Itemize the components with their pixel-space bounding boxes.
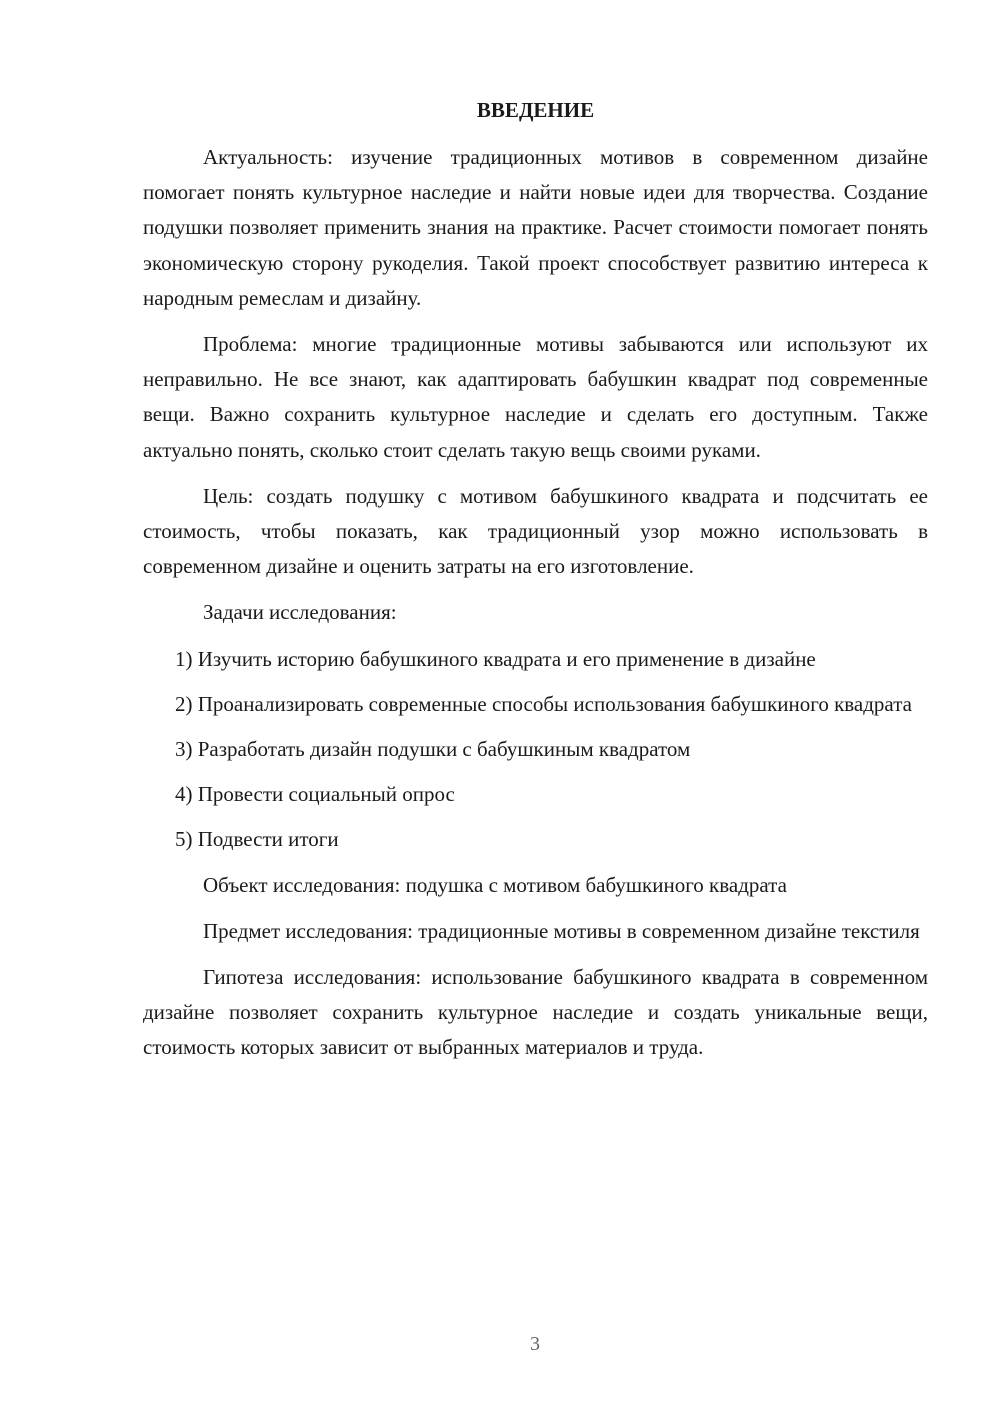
page-number: 3 <box>530 1333 540 1355</box>
list-item: 5) Подвести итоги <box>175 827 339 852</box>
object-paragraph: Объект исследования: подушка с мотивом бабушкиного квадрата <box>203 872 787 897</box>
list-item: 4) Провести социальный опрос <box>175 782 455 807</box>
tasks-list <box>143 642 928 858</box>
goal-paragraph: Цель: создать подушку с мотивом бабушкиного квадрата и подсчитать ее стоимость, чтобы показать, как традиционный узор можно использовать в современном дизайне и оценить затраты на его изготовление. <box>143 483 928 579</box>
problem-paragraph: Проблема: многие традиционные мотивы забываются или используют их неправильно. Не все знают, как адаптировать бабушкин квадрат под современные вещи. Важно сохранить культурное наследие и сделать его доступным. Также актуально понять, сколько стоит сделать такую вещь своими руками. <box>143 332 928 462</box>
list-item: 3) Разработать дизайн подушки с бабушкиным квадратом <box>175 737 691 762</box>
page-title: ВВЕДЕНИЕ <box>476 98 595 122</box>
subject-paragraph: Предмет исследования: традиционные мотивы в современном дизайне текстиля <box>203 918 920 943</box>
tasks-title: Задачи исследования: <box>203 600 397 625</box>
list-item: 2) Проанализировать современные способы использования бабушкиного квадрата <box>175 691 912 716</box>
document-page <box>143 93 928 1077</box>
hypothesis-paragraph: Гипотеза исследования: использование бабушкиного квадрата в современном дизайне позволяет сохранить культурное наследие и создать уникальные вещи, стоимость которых зависит от выбранных материалов и труда. <box>143 965 928 1060</box>
relevance-paragraph: Актуальность: изучение традиционных мотивов в современном дизайне помогает понять культурное наследие и найти новые идеи для творчества. Создание подушки позволяет применить знания на практике. Расчет стоимости помогает понять экономическую сторону рукоделия. Такой проект способствует развитию интереса к народным ремеслам и дизайну. <box>143 145 928 310</box>
list-item: 1) Изучить историю бабушкиного квадрата и его применение в дизайне <box>175 646 816 671</box>
